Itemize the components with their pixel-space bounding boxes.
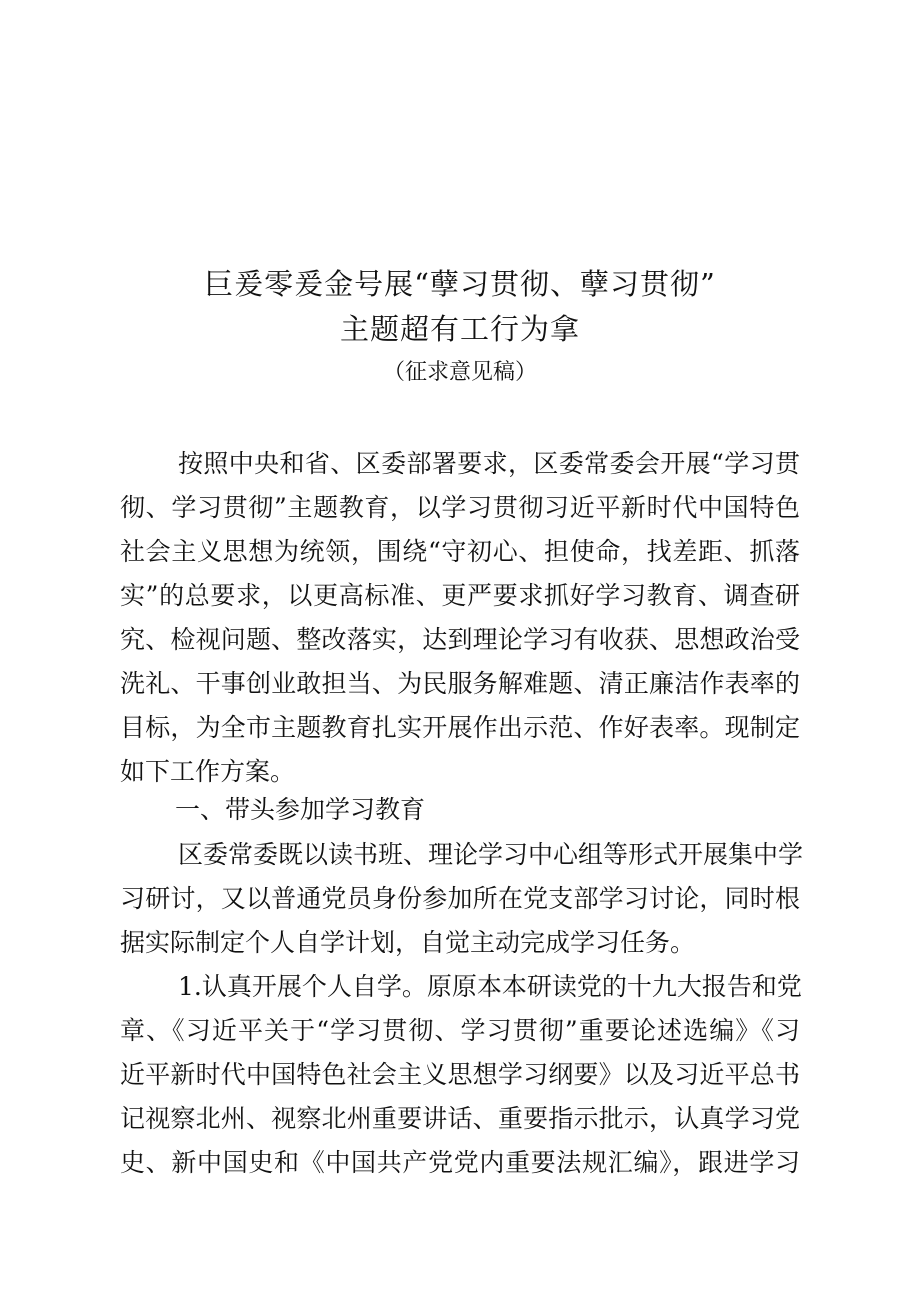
document-subtitle: （征求意见稿） [382, 360, 537, 385]
intro-paragraph-line: 究、检视问题、整改落实，达到理论学习有收获、思想政治受 [120, 625, 800, 654]
item-1-paragraph-line: 章、《习近平关于“学习贯彻、学习贯彻”重要论述选编》《习 [120, 1016, 800, 1045]
intro-paragraph-line: 彻、学习贯彻”主题教育，以学习贯彻习近平新时代中国特色 [120, 493, 800, 522]
intro-paragraph-line: 目标，为全市主题教育扎实开展作出示范、作好表率。现制定 [120, 713, 800, 742]
intro-paragraph-line: 洗礼、干事创业敢担当、为民服务解难题、清正廉洁作表率的 [120, 669, 800, 698]
item-1-paragraph-line: 近平新时代中国特色社会主义思想学习纲要》以及习近平总书 [120, 1060, 800, 1089]
document-title-line-2: 主题超有工行为拿 [339, 312, 580, 346]
section-1-heading: 一、带头参加学习教育 [175, 795, 426, 824]
item-1-paragraph-line: 1.认真开展个人自学。原原本本研读党的十九大报告和党 [178, 972, 802, 1001]
intro-paragraph-line: 如下工作方案。 [120, 757, 296, 786]
section-1-paragraph-line: 区委常委既以读书班、理论学习中心组等形式开展集中学 [178, 840, 804, 869]
section-1-paragraph-line: 习研讨，又以普通党员身份参加所在党支部学习讨论，同时根 [120, 884, 800, 913]
item-1-paragraph-line: 史、新中国史和《中国共产党党内重要法规汇编》，跟进学习 [120, 1148, 800, 1177]
intro-paragraph-line: 社会主义思想为统领，围绕“守初心、担使命，找差距、抓落 [120, 537, 800, 566]
document-title-line-1: 巨爰零爰金号展“孽习贯彻、孽习贯彻” [204, 267, 716, 301]
intro-paragraph-line: 按照中央和省、区委部署要求，区委常委会开展“学习贯 [178, 449, 800, 478]
intro-paragraph-line: 实”的总要求，以更高标准、更严要求抓好学习教育、调查研 [120, 581, 800, 610]
section-1-paragraph-line: 据实际制定个人自学计划，自觉主动完成学习任务。 [120, 928, 696, 957]
item-1-paragraph-line: 记视察北州、视察北州重要讲话、重要指示批示，认真学习党 [120, 1104, 800, 1133]
